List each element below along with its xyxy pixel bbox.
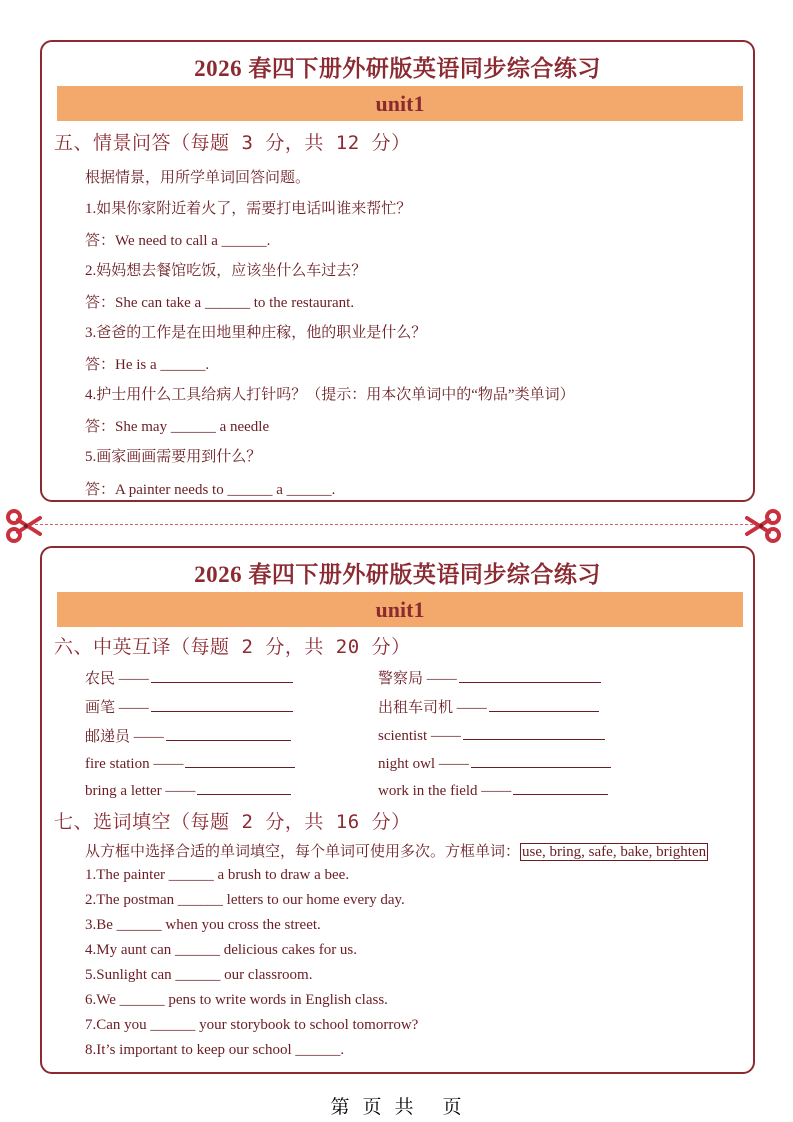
footer-ye: 页 bbox=[362, 1096, 383, 1118]
answer-line: 答：She can take a ______ to the restaurant. bbox=[85, 295, 355, 311]
sentence-line: 3.Be ______ when you cross the street. bbox=[85, 917, 321, 933]
answer-blank[interactable] bbox=[151, 668, 293, 683]
translation-item: 邮递员 —— bbox=[85, 725, 291, 746]
answer-blank[interactable] bbox=[513, 780, 608, 795]
translation-item: work in the field —— bbox=[378, 780, 608, 800]
footer-gong: 共 bbox=[394, 1096, 415, 1118]
card-title: 2026 春四下册外研版英语同步综合练习 bbox=[194, 56, 601, 81]
question-line: 4.护士用什么工具给病人打针吗？（提示：用本次单词中的“物品”类单词） bbox=[85, 387, 575, 403]
footer-ye: 页 bbox=[442, 1096, 463, 1118]
sentence-line: 6.We ______ pens to write words in English class. bbox=[85, 992, 388, 1008]
translation-item: fire station —— bbox=[85, 753, 295, 773]
sentence-line: 8.It’s important to keep our school ______. bbox=[85, 1042, 345, 1058]
sentence-line: 2.The postman ______ letters to our home every day. bbox=[85, 892, 405, 908]
section-heading-7: 七、选词填空（每题 2 分，共 16 分） bbox=[54, 811, 411, 833]
section-heading-6: 六、中英互译（每题 2 分，共 20 分） bbox=[54, 636, 411, 658]
answer-blank[interactable] bbox=[459, 668, 601, 683]
answer-blank[interactable] bbox=[489, 697, 599, 712]
page-footer bbox=[0, 1092, 793, 1119]
answer-blank[interactable] bbox=[166, 726, 291, 741]
translation-item: 出租车司机 —— bbox=[378, 696, 599, 717]
sentence-line: 1.The painter ______ a brush to draw a bee. bbox=[85, 867, 350, 883]
cut-line-divider bbox=[30, 524, 763, 525]
question-line: 3.爸爸的工作是在田地里种庄稼，他的职业是什么？ bbox=[85, 325, 427, 341]
answer-blank[interactable] bbox=[151, 697, 293, 712]
question-line: 2.妈妈想去餐馆吃饭，应该坐什么车过去？ bbox=[85, 263, 367, 279]
scissors-icon-right bbox=[745, 508, 781, 544]
translation-item: 画笔 —— bbox=[85, 696, 293, 717]
scissors-icon-left bbox=[6, 508, 42, 544]
worksheet-card-1 bbox=[40, 40, 755, 502]
answer-blank[interactable] bbox=[197, 780, 291, 795]
translation-item: scientist —— bbox=[378, 725, 605, 745]
answer-line: 答：We need to call a ______. bbox=[85, 233, 271, 249]
sentence-line: 4.My aunt can ______ delicious cakes for us. bbox=[85, 942, 358, 958]
translation-item: 农民 —— bbox=[85, 667, 293, 688]
answer-blank[interactable] bbox=[463, 725, 605, 740]
unit-banner: unit1 bbox=[57, 592, 743, 627]
section-heading-5: 五、情景问答（每题 3 分，共 12 分） bbox=[54, 132, 411, 154]
answer-blank[interactable] bbox=[185, 753, 295, 768]
answer-line: 答：He is a ______. bbox=[85, 357, 210, 373]
answer-line: 答：She may ______ a needle bbox=[85, 419, 270, 435]
card-title: 2026 春四下册外研版英语同步综合练习 bbox=[194, 562, 601, 587]
instruction-line: 根据情景，用所学单词回答问题。 bbox=[85, 170, 311, 186]
word-box: use, bring, safe, bake, brighten bbox=[522, 844, 707, 860]
worksheet-card-2 bbox=[40, 546, 755, 1074]
sentence-line: 5.Sunlight can ______ our classroom. bbox=[85, 967, 313, 983]
sentence-line: 7.Can you ______ your storybook to school tomorrow? bbox=[85, 1017, 419, 1033]
footer-di: 第 bbox=[330, 1096, 351, 1118]
question-line: 1.如果你家附近着火了，需要打电话叫谁来帮忙？ bbox=[85, 201, 412, 217]
answer-line: 答：A painter needs to ______ a ______. bbox=[85, 482, 336, 498]
translation-item: night owl —— bbox=[378, 753, 611, 773]
translation-item: 警察局 —— bbox=[378, 667, 601, 688]
unit-banner: unit1 bbox=[57, 86, 743, 121]
question-line: 5.画家画画需要用到什么？ bbox=[85, 449, 262, 465]
instruction-line: 从方框中选择合适的单词填空，每个单词可使用多次。方框单词： use, bring, safe, bake, brighten bbox=[85, 844, 707, 860]
translation-item: bring a letter —— bbox=[85, 780, 291, 800]
answer-blank[interactable] bbox=[471, 753, 611, 768]
